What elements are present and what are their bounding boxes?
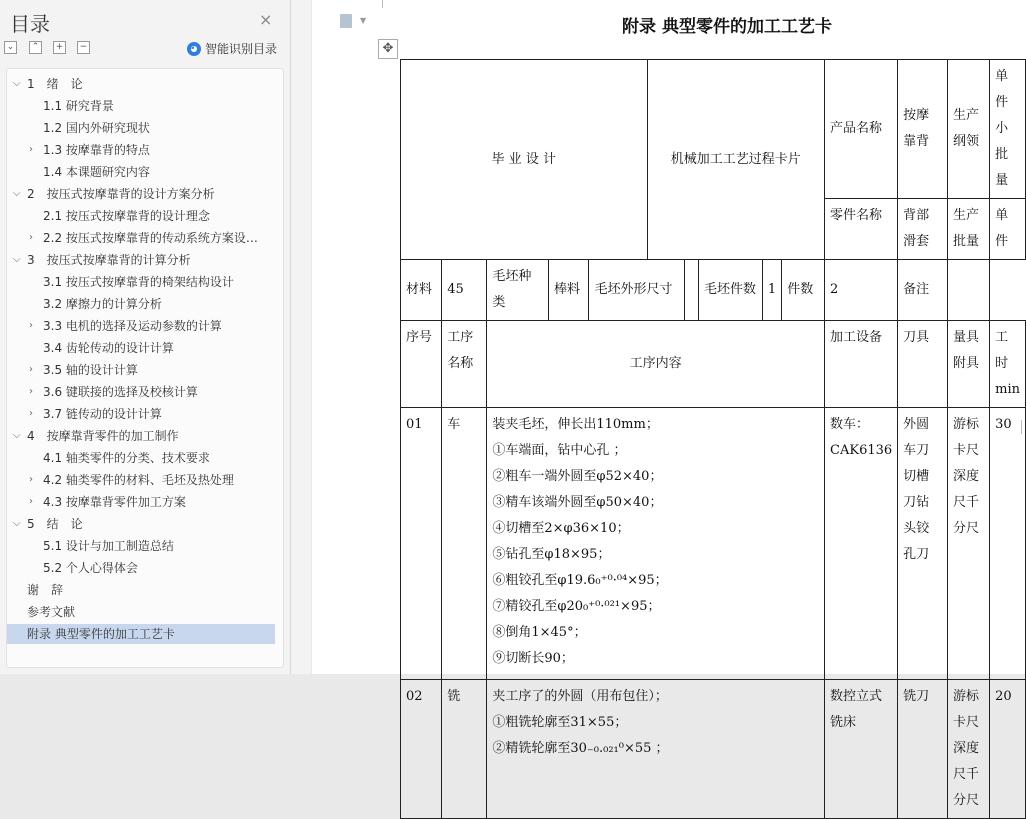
toc-item[interactable]: [7, 580, 275, 600]
blank-size-label: 毛坯外形尺寸: [589, 260, 684, 321]
chevron-right-icon[interactable]: ›: [29, 364, 33, 375]
toc-item[interactable]: [7, 272, 275, 292]
toc-item-label: 谢 辞: [27, 583, 64, 597]
toc-item-label: 3.6 键联接的选择及校核计算: [43, 385, 198, 399]
chevron-right-icon[interactable]: ›: [29, 474, 33, 485]
table-move-handle-icon[interactable]: ✥: [378, 39, 398, 59]
toc-item-label: 3.7 链传动的设计计算: [43, 407, 162, 421]
chevron-right-icon[interactable]: ›: [29, 144, 33, 155]
toc-item-label: 5 结 论: [27, 517, 83, 531]
page-title: 附录 典型零件的加工工艺卡: [622, 17, 832, 37]
toc-item-label: 3.5 轴的设计计算: [43, 363, 138, 377]
op2-no: 02: [401, 680, 442, 819]
material-label: 材料: [401, 260, 442, 321]
expand-all-icon[interactable]: ⌄: [4, 41, 17, 54]
op1-name: 车: [442, 408, 487, 680]
op1-time: 30: [990, 408, 1026, 680]
toc-item[interactable]: [7, 602, 275, 622]
toc-item[interactable]: [7, 140, 275, 160]
op1-step: ⑦精铰孔至φ20₀⁺⁰·⁰²¹×95；: [492, 599, 661, 614]
op1-step: ⑧倒角1×45°；: [492, 625, 587, 640]
chevron-down-icon[interactable]: ▼: [360, 16, 367, 25]
op1-step: ⑨切断长90；: [492, 651, 574, 666]
toc-item-label: 4.1 轴类零件的分类、技术要求: [43, 451, 210, 465]
op2-name: 铣: [442, 680, 487, 819]
chevron-down-icon[interactable]: ⌵: [13, 430, 21, 441]
op1-content: [487, 408, 825, 680]
product-name-value: 按摩靠背: [898, 60, 948, 199]
op1-step: ④切槽至2×φ36×10；: [492, 521, 630, 536]
toc-item[interactable]: [7, 382, 275, 402]
remark-label: 备注: [898, 260, 948, 321]
toc-item[interactable]: [7, 448, 275, 468]
toc-list: [6, 68, 284, 668]
toc-item-label: 3.1 按压式按摩靠背的椅架结构设计: [43, 275, 234, 289]
toc-item-label: 3.3 电机的选择及运动参数的计算: [43, 319, 222, 333]
op2-equipment: 数控立式铣床: [825, 680, 898, 819]
op1-step: ①车端面，钻中心孔 ；: [492, 443, 627, 458]
chevron-down-icon[interactable]: ⌵: [13, 254, 21, 265]
chevron-right-icon[interactable]: ›: [29, 408, 33, 419]
chevron-down-icon[interactable]: ⌵: [13, 188, 21, 199]
toc-item-label: 3.4 齿轮传动的设计计算: [43, 341, 174, 355]
toc-item[interactable]: [7, 360, 275, 380]
toc-item-label: 1.3 按摩靠背的特点: [43, 143, 150, 157]
chevron-right-icon[interactable]: ›: [29, 496, 33, 507]
toc-item[interactable]: [7, 514, 275, 534]
toc-item[interactable]: [7, 338, 275, 358]
toc-item-label: 5.1 设计与加工制造总结: [43, 539, 174, 553]
toc-item[interactable]: [7, 74, 275, 94]
toc-item-label: 1.1 研究背景: [43, 99, 114, 113]
batch-label: 生产批量: [948, 199, 990, 260]
sidebar-title: 目录: [10, 12, 50, 36]
document-page: [312, 0, 1026, 808]
header-time: 工时min: [990, 321, 1026, 408]
blank-count-label: 毛坯件数: [698, 260, 762, 321]
parts-value: 2: [825, 260, 898, 321]
header-no: 序号: [401, 321, 442, 408]
header-tool: 刀具: [898, 321, 948, 408]
remark-value: [948, 260, 990, 321]
toc-item-label: 2.1 按压式按摩靠背的设计理念: [43, 209, 210, 223]
card-name-cell: 机械加工工艺过程卡片: [647, 60, 825, 260]
toc-item-label: 2 按压式按摩靠背的设计方案分析: [27, 187, 215, 201]
toc-item-label: 1 绪 论: [27, 77, 83, 91]
op2-tool: 铣刀: [898, 680, 948, 819]
toc-item[interactable]: [7, 184, 275, 204]
toc-item-label: 4.2 轴类零件的材料、毛坯及热处理: [43, 473, 234, 487]
op1-no: 01: [401, 408, 442, 680]
toc-item[interactable]: [7, 294, 275, 314]
toc-item-label: 3 按压式按摩靠背的计算分析: [27, 253, 191, 267]
add-heading-icon[interactable]: +: [53, 41, 66, 54]
toc-item[interactable]: [7, 558, 275, 578]
header-name: 工序名称: [442, 321, 487, 408]
page-edge-mark: [1021, 420, 1026, 434]
blank-type-label: 毛坯种类: [487, 260, 549, 321]
parts-label: 件数: [782, 260, 825, 321]
toc-item[interactable]: [7, 118, 275, 138]
toc-item[interactable]: [7, 162, 275, 182]
school-cell: 毕 业 设 计: [401, 60, 648, 260]
remove-heading-icon[interactable]: −: [77, 41, 90, 54]
header-gauge: 量具附具: [948, 321, 990, 408]
ai-icon: ◕: [187, 42, 201, 56]
material-value: 45: [442, 260, 487, 321]
smart-toc-button[interactable]: [187, 40, 277, 57]
toc-sidebar: [0, 0, 291, 674]
toc-item[interactable]: [7, 492, 275, 512]
toc-item[interactable]: [7, 228, 275, 248]
program-value: 单件小批量: [990, 60, 1026, 199]
toc-item[interactable]: [7, 250, 275, 270]
toc-item-label: 3.2 摩擦力的计算分析: [43, 297, 162, 311]
op1-tool: 外圆车刀切槽刀钻头铰孔刀: [898, 408, 948, 680]
chevron-down-icon[interactable]: ⌵: [13, 518, 21, 529]
chevron-right-icon[interactable]: ›: [29, 386, 33, 397]
part-name-label: 零件名称: [825, 199, 898, 260]
toc-item-label: 2.2 按压式按摩靠背的传动系统方案设…: [43, 231, 258, 245]
op2-time: 20: [990, 680, 1026, 819]
op1-step: ②粗车一端外圆至φ52×40；: [492, 469, 663, 484]
document-icon[interactable]: [340, 14, 352, 28]
toc-item[interactable]: [7, 470, 275, 490]
toc-item[interactable]: [7, 96, 275, 116]
blank-type-value: 棒料: [549, 260, 589, 321]
chevron-right-icon[interactable]: ›: [29, 232, 33, 243]
op2-step: ①粗铣轮廓至31×55；: [492, 715, 628, 730]
op1-step: ③精车该端外圆至φ50×40；: [492, 495, 663, 510]
op2-gauge: 游标卡尺深度尺千分尺: [948, 680, 990, 819]
op2-step: ②精铣轮廓至30₋₀.₀₂₁⁰×55 ；: [492, 741, 669, 756]
toc-item[interactable]: [7, 316, 275, 336]
toc-item-label: 5.2 个人心得体会: [43, 561, 138, 575]
close-icon[interactable]: ×: [259, 10, 273, 29]
op2-step: 夹工序了的外圆（用布包住）；: [492, 689, 668, 704]
toc-item[interactable]: [7, 536, 275, 556]
chevron-right-icon[interactable]: ›: [29, 320, 33, 331]
blank-size-value: [684, 260, 698, 321]
batch-value: 单件: [990, 199, 1026, 260]
chevron-down-icon[interactable]: ⌵: [13, 78, 21, 89]
toc-item[interactable]: [7, 206, 275, 226]
toc-item[interactable]: [7, 426, 275, 446]
blank-count-value: 1: [762, 260, 781, 321]
toc-item-label: 1.4 本课题研究内容: [43, 165, 150, 179]
toc-item-label: 1.2 国内外研究现状: [43, 121, 150, 135]
header-equipment: 加工设备: [825, 321, 898, 408]
program-label: 生产纲领: [948, 60, 990, 199]
op1-step: 装夹毛坯，伸长出110mm；: [492, 417, 659, 432]
toc-item-label: 参考文献: [27, 605, 76, 619]
toc-item-label: 附录 典型零件的加工工艺卡: [27, 627, 175, 641]
page-corner-mark: [382, 0, 383, 8]
op2-content: [487, 680, 825, 819]
smart-toc-label: 智能识别目录: [205, 42, 278, 56]
header-content: 工序内容: [487, 321, 825, 408]
toc-item-label: 4.3 按摩靠背零件加工方案: [43, 495, 186, 509]
part-name-value: 背部滑套: [898, 199, 948, 260]
op1-gauge: 游标卡尺深度尺千分尺: [948, 408, 990, 680]
toc-item-label: 4 按摩靠背零件的加工制作: [27, 429, 179, 443]
op1-step: ⑤钻孔至φ18×95；: [492, 547, 611, 562]
collapse-all-icon[interactable]: ⌃: [29, 41, 42, 54]
toc-item[interactable]: [7, 404, 275, 424]
op1-equipment: 数车：CAK6136: [825, 408, 898, 680]
toc-item[interactable]: [7, 624, 275, 644]
product-name-label: 产品名称: [825, 60, 898, 199]
process-card-table: [400, 59, 1026, 819]
sidebar-scrollbar[interactable]: [291, 0, 311, 674]
op1-step: ⑥粗铰孔至φ19.6₀⁺⁰·⁰⁴×95；: [492, 573, 668, 588]
